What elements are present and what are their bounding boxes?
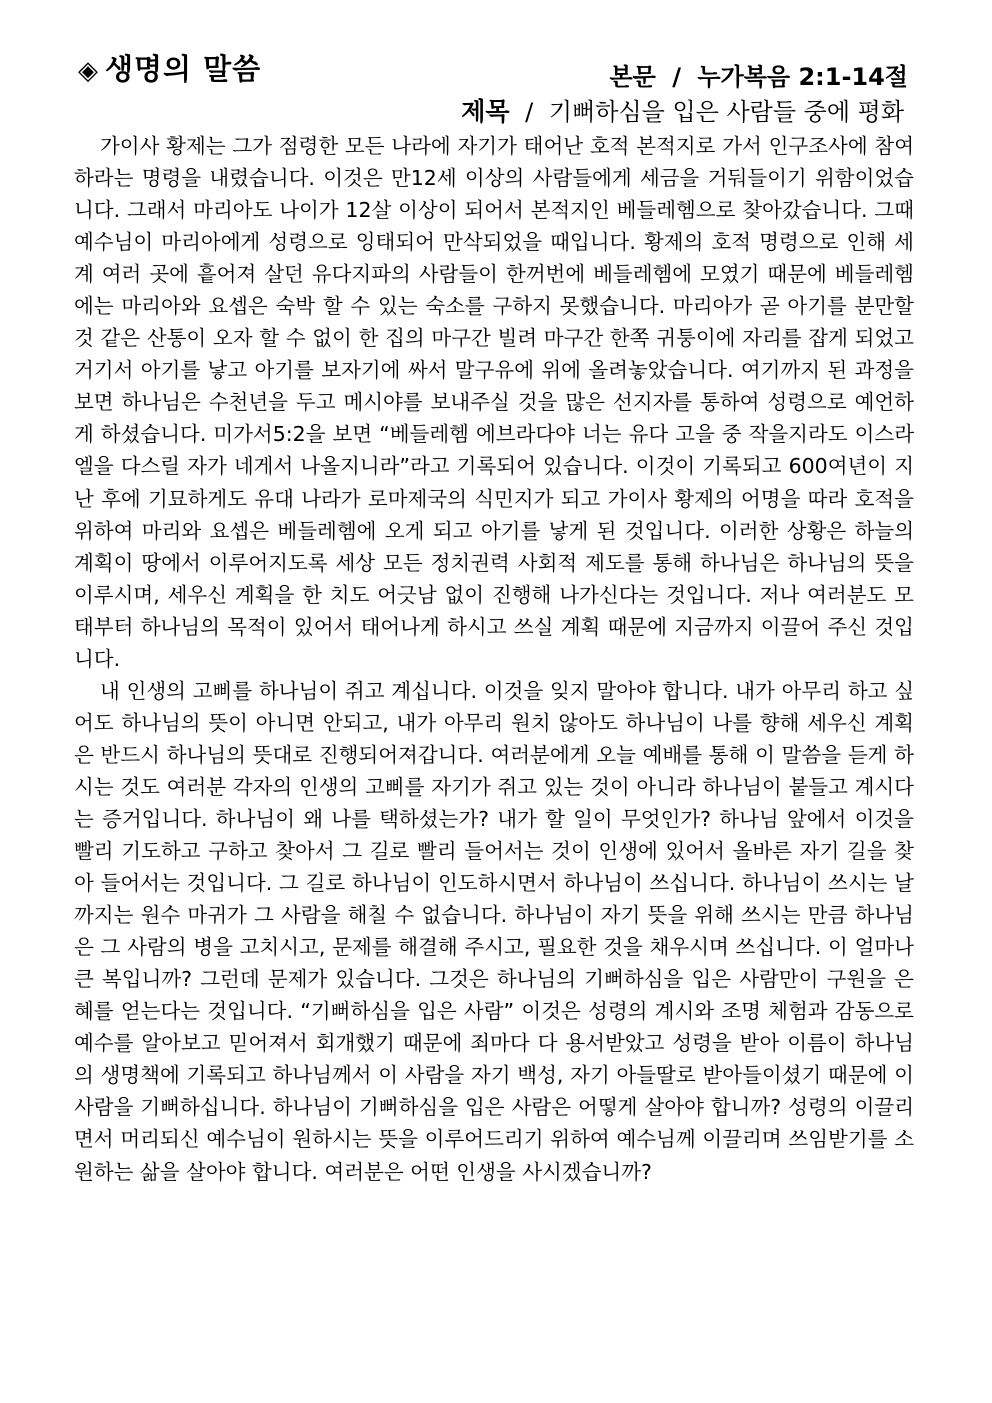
- sermon-label: 제목: [461, 97, 510, 126]
- sermon-separator: /: [525, 98, 534, 126]
- diamond-bullet-icon: ◈: [78, 56, 99, 86]
- scripture-label: 본문: [609, 63, 656, 91]
- sermon-title-text: 기뻐하심을 입은 사람들 중에 평화: [548, 98, 904, 126]
- section-title: [78, 47, 261, 88]
- scripture-separator: /: [672, 63, 681, 91]
- sermon-title: [461, 92, 904, 128]
- scripture-reference: [610, 57, 909, 92]
- sermon-body: [74, 130, 914, 1188]
- body-paragraph-2: 내 인생의 고삐를 하나님이 쥐고 계십니다. 이것을 잊지 말아야 합니다. 내가 아무리 하고 싶어도 하나님의 뜻이 아니면 안되고, 내가 아무리 원치 않아도 하나님이 나를 향해 세우신 계획은 반드시 하나님의 뜻대로 진행되어져갑니다. 여러분에게 오늘 예배를 통해 이 말씀을 듣게 하시는 것도 여러분 각자의 인생의 고삐를 자기가 쥐고 있는 것이 아니라 하나님이 붙들고 계시다는 증거입니다. 하나님이 왜 나를 택하셨는가? 내가 할 일이 무엇인가? 하나님 앞에서 이것을 빨리 기도하고 구하고 찾아서 그 길로 빨리 들어서는 것이 인생에 있어서 올바른 자기 길을 찾아 들어서는 것입니다. 그 길로 하나님이 인도하시면서 하나님이 쓰십니다. 하나님이 쓰시는 날 까지는 원수 마귀가 그 사람을 해칠 수 없습니다. 하나님이 자기 뜻을 위해 쓰시는 만큼 하나님은 그 사람의 병을 고치시고, 문제를 해결해 주시고, 필요한 것을 채우시며 쓰십니다. 이 얼마나 큰 복입니까? 그런데 문제가 있습니다. 그것은 하나님의 기뻐하심을 입은 사람만이 구원을 은혜를 얻는다는 것입니다. “기뻐하심을 입은 사람” 이것은 성령의 계시와 조명 체험과 감동으로 예수를 알아보고 믿어져서 회개했기 때문에 죄마다 다 용서받았고 성령을 받아 이름이 하나님의 생명책에 기록되고 하나님께서 이 사람을 자기 백성, 자기 아들딸로 받아들이셨기 때문에 이 사람을 기뻐하십니다. 하나님이 기뻐하심을 입은 사람은 어떻게 살아야 합니까? 성령의 이끌리면서 머리되신 예수님이 원하시는 뜻을 이루어드리기 위하여 예수님께 이끌리며 쓰임받기를 소원하는 삶을 살아야 합니다. 여러분은 어떤 인생을 사시겠습니까?: [74, 678, 914, 1184]
- scripture-ref: 누가복음 2:1-14절: [697, 63, 908, 91]
- body-paragraph-1: 가이사 황제는 그가 점령한 모든 나라에 자기가 태어난 호적 본적지로 가서 인구조사에 참여하라는 명령을 내렸습니다. 이것은 만12세 이상의 사람들에게 세금을 거둬들이기 위함이었습니다. 그래서 마리아도 나이가 12살 이상이 되어서 본적지인 베들레헴으로 찾아갔습니다. 그때 예수님이 마리아에게 성령으로 잉태되어 만삭되었을 때입니다. 황제의 호적 명령으로 인해 세계 여러 곳에 흩어져 살던 유다지파의 사람들이 한꺼번에 베들레헴에 모였기 때문에 베들레헴에는 마리아와 요셉은 숙박 할 수 있는 숙소를 구하지 못했습니다. 마리아가 곧 아기를 분만할 것 같은 산통이 오자 할 수 없이 한 집의 마구간 빌려 마구간 한쪽 귀퉁이에 자리를 잡게 되었고 거기서 아기를 낳고 아기를 보자기에 싸서 말구유에 위에 올려놓았습니다. 여기까지 된 과정을 보면 하나님은 수천년을 두고 메시야를 보내주실 것을 많은 선지자를 통하여 성령으로 예언하게 하셨습니다. 미가서5:2을 보면 “베들레헴 에브라다야 너는 유다 고을 중 작을지라도 이스라엘을 다스릴 자가 네게서 나올지니라”라고 기록되어 있습니다. 이것이 기록되고 600여년이 지난 후에 기묘하게도 유대 나라가 로마제국의 식민지가 되고 가이사 황제의 어명을 따라 호적을 위하여 마리와 요셉은 베들레헴에 오게 되고 아기를 낳게 된 것입니다. 이러한 상황은 하늘의 계획이 땅에서 이루어지도록 세상 모든 정치권력 사회적 제도를 통해 하나님은 하나님의 뜻을 이루시며, 세우신 계획을 한 치도 어긋남 없이 진행해 나가신다는 것입니다. 저나 여러분도 모태부터 하나님의 목적이 있어서 태어나게 하시고 쓰실 계획 때문에 지금까지 이끌어 주신 것입니다.: [74, 134, 914, 671]
- section-title-text: 생명의 말씀: [105, 52, 262, 86]
